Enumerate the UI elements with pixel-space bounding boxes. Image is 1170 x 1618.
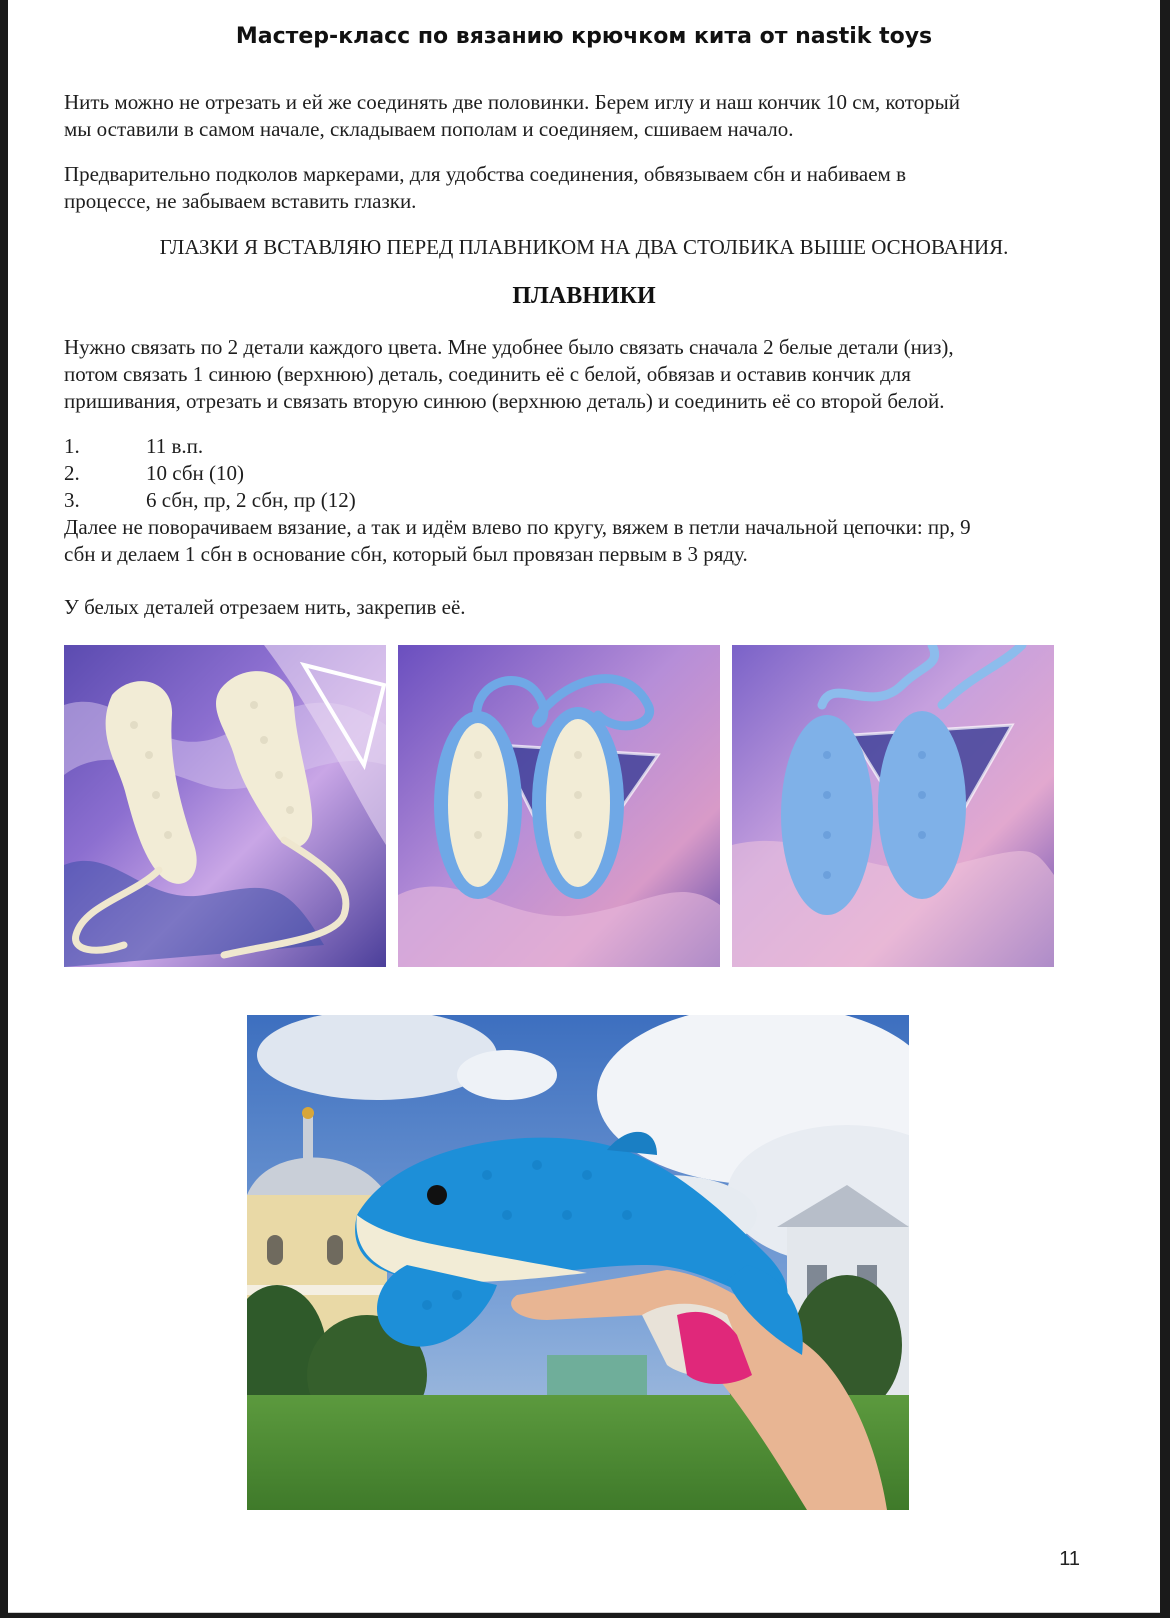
paragraph-line: мы оставили в самом начале, складываем пополам и соединяем, сшиваем начало.	[64, 117, 794, 141]
page-number: 11	[1059, 1548, 1080, 1570]
whale-toy-photo	[247, 1015, 909, 1510]
paragraph-line: пришивания, отрезать и связать вторую синюю (верхнюю деталь) и соединить её со второй белой.	[64, 389, 945, 413]
step-text: 11 в.п.	[146, 434, 204, 458]
eyes-note: ГЛАЗКИ Я ВСТАВЛЯЮ ПЕРЕД ПЛАВНИКОМ НА ДВА СТОЛБИКА ВЫШЕ ОСНОВАНИЯ.	[159, 235, 1009, 259]
paragraph-fins-intro	[64, 334, 1084, 415]
section-heading: ПЛАВНИКИ	[512, 283, 656, 309]
paragraph-line: Нить можно не отрезать и ей же соединять две половинки. Берем иглу и наш кончик 10 см, который	[64, 90, 960, 114]
two-tone-fins-photo	[398, 645, 720, 967]
blue-fins-photo	[732, 645, 1054, 967]
paragraph-cut-thread: У белых деталей отрезаем нить, закрепив её.	[64, 595, 466, 619]
white-fins-photo	[64, 645, 386, 967]
step-text: 10 сбн (10)	[146, 461, 244, 485]
steps-list	[64, 433, 964, 514]
paragraph-line: Далее не поворачиваем вязание, а так и идём влево по кругу, вяжем в петли начальной цепочки: пр, 9	[64, 515, 971, 539]
paragraph-continue	[64, 514, 1084, 568]
paragraph-line: процессе, не забываем вставить глазки.	[64, 189, 417, 213]
list-item	[64, 487, 964, 514]
list-item	[64, 433, 964, 460]
paragraph-line: Нужно связать по 2 детали каждого цвета. Мне удобнее было связать сначала 2 белые детали (низ),	[64, 335, 954, 359]
paragraph-line: сбн и делаем 1 сбн в основание сбн, который был провязан первым в 3 ряду.	[64, 542, 748, 566]
paragraph-stuffing	[64, 161, 1084, 215]
step-number: 3.	[64, 488, 80, 512]
list-item	[64, 460, 964, 487]
page-title: Мастер-класс по вязанию крючком кита от nastik toys	[235, 24, 933, 49]
paragraph-line: Предварительно подколов маркерами, для удобства соединения, обвязываем сбн и набиваем в	[64, 162, 906, 186]
step-number: 2.	[64, 461, 80, 485]
document-page	[8, 0, 1160, 1613]
paragraph-line: потом связать 1 синюю (верхнюю) деталь, соединить её с белой, обвязав и оставив кончик для	[64, 362, 911, 386]
paragraph-joining	[64, 89, 1084, 143]
step-text: 6 сбн, пр, 2 сбн, пр (12)	[146, 488, 356, 512]
step-number: 1.	[64, 434, 80, 458]
